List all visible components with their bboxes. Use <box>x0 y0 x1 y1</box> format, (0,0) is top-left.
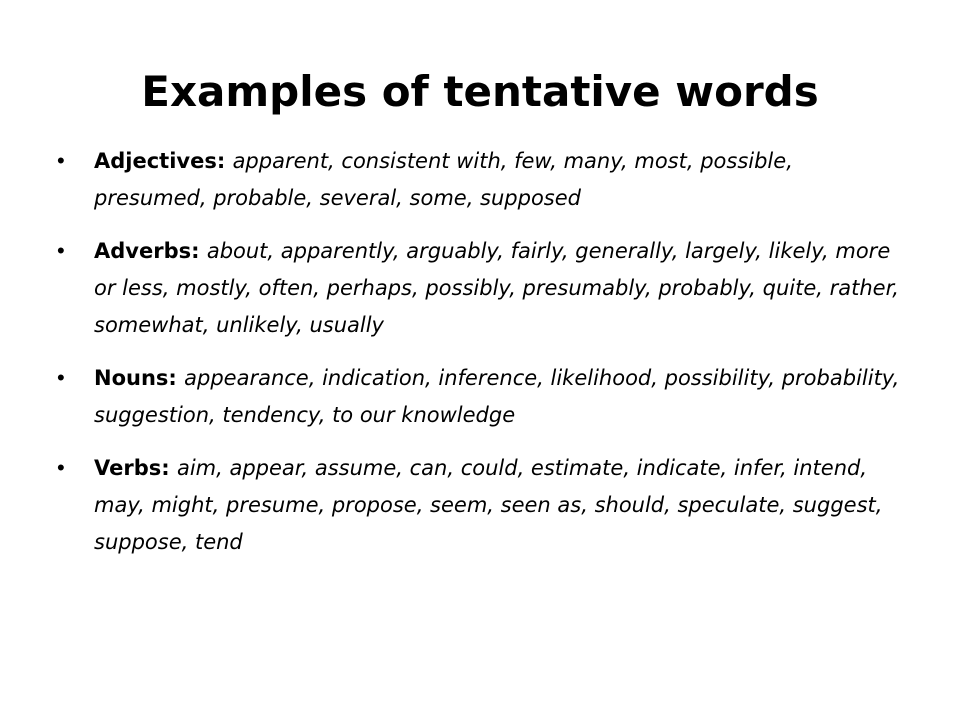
bullet-dot-icon: • <box>57 148 65 173</box>
bullet-list <box>48 143 908 577</box>
bullet-label: Adjectives: <box>94 149 233 173</box>
bullet-words: aim, appear, assume, can, could, estimate, indicate, infer, intend, may, might, presume, propose, seem, seen as, should, speculate, suggest, suppose, tend <box>94 456 883 554</box>
bullet-words: about, apparently, arguably, fairly, generally, largely, likely, more or less, mostly, often, perhaps, possibly, presumably, probably, quite, rather, somewhat, unlikely, usually <box>94 239 899 337</box>
bullet-words: apparent, consistent with, few, many, most, possible, presumed, probable, several, some, supposed <box>94 149 793 210</box>
bullet-dot-icon: • <box>57 238 65 263</box>
bullet-item-nouns <box>48 360 908 434</box>
bullet-item-verbs <box>48 450 908 561</box>
bullet-dot-icon: • <box>57 365 65 390</box>
bullet-dot-icon: • <box>57 455 65 480</box>
bullet-label: Nouns: <box>94 366 185 390</box>
bullet-words: appearance, indication, inference, likelihood, possibility, probability, suggestion, tendency, to our knowledge <box>94 366 900 427</box>
bullet-item-adverbs <box>48 233 908 344</box>
slide-title: Examples of tentative words <box>141 67 819 116</box>
bullet-item-adjectives <box>48 143 908 217</box>
bullet-label: Verbs: <box>94 456 177 480</box>
bullet-label: Adverbs: <box>94 239 207 263</box>
